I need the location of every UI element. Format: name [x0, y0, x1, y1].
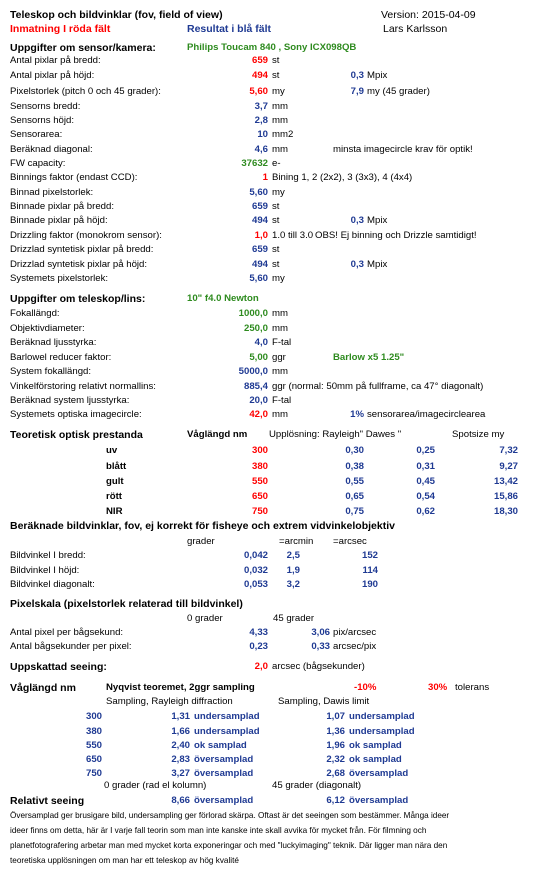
- telescope-row-label: Beräknad system ljusstyrka:: [10, 395, 130, 406]
- pixelscale-row-unit: arcsec/pix: [333, 641, 377, 652]
- fov-row-arcmin: 1,9: [286, 565, 300, 576]
- fov-heading: Beräknade bildvinklar, fov, ej korrekt för fisheye och extrem vidvinkelobjektiv: [10, 520, 395, 532]
- optics-row-rayleigh: 0,30: [345, 445, 364, 456]
- sensor-row-note: OBS! Ej binning och Drizzle samtidigt!: [315, 230, 477, 241]
- nyquist-row-rayleigh-value: 2,83: [171, 754, 190, 765]
- pixelscale-row-45deg: 0,33: [311, 641, 330, 652]
- nyquist-col-wavelength: Våglängd nm: [10, 682, 76, 694]
- sensor-row-value[interactable]: 1: [262, 172, 268, 183]
- telescope-row-value[interactable]: 1000,0: [238, 308, 268, 319]
- sensor-row-unit: st: [272, 259, 280, 270]
- optics-row-spot: 18,30: [493, 506, 518, 517]
- nyquist-sub-dawes: Sampling, Dawis limit: [278, 696, 370, 707]
- sensor-row-label: Binnade pixlar på höjd:: [10, 215, 108, 226]
- sensor-row-extra-value: 0,3: [350, 70, 364, 81]
- author-label: Lars Karlsson: [383, 23, 448, 35]
- optics-row-nm[interactable]: 300: [251, 445, 268, 456]
- sensor-row-label: Pixelstorlek (pitch 0 och 45 grader):: [10, 86, 161, 97]
- sensor-row-value[interactable]: 1,0: [254, 230, 268, 241]
- sensor-row-value[interactable]: 659: [251, 55, 268, 66]
- telescope-row-value: 885,4: [243, 381, 268, 392]
- sensor-row-label: Systemets pixelstorlek:: [10, 273, 109, 284]
- sensor-row-extra-unit: my (45 grader): [367, 86, 430, 97]
- optics-row-spot: 7,32: [499, 445, 518, 456]
- relative-seeing-label: Relativt seeing: [10, 795, 85, 807]
- sensor-row-value: 10: [257, 129, 268, 140]
- sensor-heading: Uppgifter om sensor/kamera:: [10, 42, 156, 54]
- telescope-row-unit: F-tal: [272, 337, 292, 348]
- optics-row-spot: 9,27: [499, 461, 518, 472]
- optics-row-rayleigh: 0,55: [345, 476, 364, 487]
- sensor-row-label: Antal pixlar på höjd:: [10, 70, 95, 81]
- pixelscale-row-45deg: 3,06: [311, 627, 330, 638]
- optics-row-dawes: 0,25: [416, 445, 435, 456]
- pixelscale-col-0: 0 grader: [187, 613, 223, 624]
- seeing-label: Uppskattad seeing:: [10, 661, 107, 673]
- sensor-row-value: 4,6: [254, 144, 268, 155]
- sensor-row-value: 659: [251, 201, 268, 212]
- sensor-row-unit: mm: [272, 144, 288, 155]
- seeing-unit: arcsec (bågsekunder): [272, 661, 365, 672]
- pixelscale-row-0deg: 0,23: [249, 641, 268, 652]
- sensor-row-unit: st: [272, 215, 280, 226]
- telescope-row-label: Vinkelförstoring relativt normallins:: [10, 381, 156, 392]
- fov-row-arcmin: 2,5: [286, 550, 300, 561]
- sensor-row-unit: e-: [272, 158, 281, 169]
- fov-row-arcmin: 3,2: [286, 579, 300, 590]
- nyquist-row-dawes-value: 1,07: [326, 711, 345, 722]
- fov-col-arcmin: =arcmin: [279, 536, 314, 547]
- fov-row-arcsec: 190: [361, 579, 378, 590]
- telescope-row-label: Objektivdiameter:: [10, 323, 85, 334]
- sensor-row-extra-value: 0,3: [350, 215, 364, 226]
- sensor-row-unit: st: [272, 70, 280, 81]
- telescope-row-value: 4,0: [254, 337, 268, 348]
- sensor-row-value: 5,60: [249, 273, 268, 284]
- optics-row-dawes: 0,62: [416, 506, 435, 517]
- telescope-row-value[interactable]: 5,00: [249, 352, 268, 363]
- version-label: Version: 2015-04-09: [381, 9, 476, 21]
- optics-row-name: rött: [106, 491, 122, 502]
- telescope-row-note: Barlow x5 1.25": [333, 352, 405, 363]
- pixelscale-col-45: 45 grader: [273, 613, 315, 624]
- optics-col-spotsize: Spotsize my: [452, 429, 505, 440]
- sensor-row-label: FW capacity:: [10, 158, 66, 169]
- nyquist-row-dawes-value: 1,96: [326, 740, 345, 751]
- pixelscale-row-label: Antal pixel per bågsekund:: [10, 627, 124, 638]
- sensor-row-extra-unit: Mpix: [367, 70, 388, 81]
- footnote-line-3: planetfotografering arbetar man med mycket korta exponeringar och med "luckyimaging" teknik. Där ligger man nära den: [10, 841, 448, 850]
- telescope-row-unit: F-tal: [272, 395, 292, 406]
- telescope-row-unit: mm: [272, 366, 288, 377]
- telescope-row-extra-value: 1%: [350, 409, 364, 420]
- sensor-row-unit: my: [272, 86, 285, 97]
- optics-row-dawes: 0,54: [416, 491, 435, 502]
- nyquist-row-dawes-status: undersamplad: [349, 711, 415, 722]
- pixelscale-row-label: Antal bågsekunder per pixel:: [10, 641, 132, 652]
- sensor-row-label: Sensorarea:: [10, 129, 63, 140]
- sensor-row-value: 659: [251, 244, 268, 255]
- seeing-value[interactable]: 2,0: [254, 661, 268, 672]
- telescope-row-extra-unit: sensorarea/imagecirclearea: [367, 409, 486, 420]
- fov-row-arcsec: 152: [361, 550, 378, 561]
- legend-result: Resultat i blå fält: [187, 23, 272, 35]
- sensor-row-unit: my: [272, 273, 285, 284]
- sheet-title: Teleskop och bildvinklar (fov, field of view): [10, 9, 223, 21]
- sensor-row-label: Binnade pixlar på bredd:: [10, 201, 115, 212]
- pixelscale-row-0deg: 4,33: [249, 627, 268, 638]
- sensor-row-extra-value: 0,3: [350, 259, 364, 270]
- nyquist-row-rayleigh-status: undersamplad: [194, 726, 260, 737]
- telescope-row-unit: mm: [272, 409, 288, 420]
- fov-row-degrees: 0,042: [243, 550, 268, 561]
- nyquist-percent[interactable]: -10%: [354, 682, 377, 693]
- optics-row-nm[interactable]: 380: [251, 461, 268, 472]
- nyquist-row-nm: 300: [85, 711, 102, 722]
- optics-row-dawes: 0,31: [416, 461, 435, 472]
- nyquist-row-rayleigh-value: 2,40: [171, 740, 190, 751]
- optics-row-name: gult: [106, 476, 124, 487]
- fov-col-arcsec: =arcsec: [333, 536, 367, 547]
- optics-row-rayleigh: 0,75: [345, 506, 364, 517]
- nyquist-row-rayleigh-status: översamplad: [194, 768, 254, 779]
- optics-row-name: NIR: [106, 506, 123, 517]
- nyquist-row-dawes-status: översamplad: [349, 768, 409, 779]
- telescope-row-label: Systemets optiska imagecircle:: [10, 409, 142, 420]
- footnote-line-2: ideer finns om detta, här är I varje fall teorin som man inte kanske inte skall avvika för mycket från. För filmning och: [10, 826, 427, 835]
- fov-row-degrees: 0,032: [243, 565, 268, 576]
- fov-row-degrees: 0,053: [243, 579, 268, 590]
- telescope-row-value: 42,0: [249, 409, 268, 420]
- sensor-row-value: 494: [251, 215, 268, 226]
- pixelscale-row-unit: pix/arcsec: [333, 627, 377, 638]
- nyquist-row-nm: 650: [85, 754, 102, 765]
- optics-row-spot: 13,42: [493, 476, 518, 487]
- sensor-row-unit: st: [272, 244, 280, 255]
- optics-row-spot: 15,86: [493, 491, 518, 502]
- pixelscale-heading: Pixelskala (pixelstorlek relaterad till bildvinkel): [10, 598, 243, 610]
- sensor-row-extra-value: 7,9: [350, 86, 364, 97]
- telescope-row-value[interactable]: 250,0: [243, 323, 268, 334]
- telescope-row-unit: mm: [272, 308, 288, 319]
- optics-col-wavelength: Våglängd nm: [187, 429, 248, 440]
- nyquist-row-rayleigh-status: översamplad: [194, 754, 254, 765]
- sensor-row-unit: Bining 1, 2 (2x2), 3 (3x3), 4 (4x4): [272, 172, 413, 183]
- optics-row-rayleigh: 0,38: [345, 461, 364, 472]
- telescope-row-label: Barlowel reducer faktor:: [10, 352, 112, 363]
- fov-row-label: Bildvinkel I bredd:: [10, 550, 86, 561]
- nyquist-foot-right: 45 grader (diagonalt): [272, 780, 362, 791]
- nyquist-row-rayleigh-value: 1,66: [171, 726, 190, 737]
- telescope-row-unit: ggr (normal: 50mm på fullframe, ca 47° diagonalt): [272, 381, 484, 392]
- nyquist-row-dawes-value: 1,36: [326, 726, 345, 737]
- telescope-row-value: 20,0: [249, 395, 268, 406]
- sensor-row-value: 3,7: [254, 101, 268, 112]
- telescope-row-label: Fokallängd:: [10, 308, 60, 319]
- nyquist-sub-rayleigh: Sampling, Rayleigh diffraction: [106, 696, 233, 707]
- nyquist-row-dawes-value: 2,68: [326, 768, 345, 779]
- sensor-row-extra-unit: Mpix: [367, 215, 388, 226]
- nyquist-tolerance-value[interactable]: 30%: [428, 682, 448, 693]
- optics-row-nm[interactable]: 650: [251, 491, 268, 502]
- camera-model[interactable]: Philips Toucam 840 , Sony ICX098QB: [187, 42, 357, 53]
- telescope-heading: Uppgifter om teleskop/lins:: [10, 293, 146, 305]
- nyquist-row-nm: 750: [85, 768, 102, 779]
- sensor-row-unit: my: [272, 187, 285, 198]
- fov-row-label: Bildvinkel diagonalt:: [10, 579, 95, 590]
- nyquist-row-rayleigh-value: 1,31: [171, 711, 190, 722]
- sensor-row-label: Sensorns bredd:: [10, 101, 81, 112]
- fov-row-arcsec: 114: [362, 565, 378, 576]
- nyquist-row-rayleigh-status: undersamplad: [194, 711, 260, 722]
- telescope-row-label: System fokallängd:: [10, 366, 92, 377]
- nyquist-row-dawes-status: ok samplad: [349, 740, 402, 751]
- sensor-row-label: Drizzlad syntetisk pixlar på höjd:: [10, 259, 148, 270]
- nyquist-foot-left: 0 grader (rad el kolumn): [104, 780, 207, 791]
- sensor-row-extra-unit: Mpix: [367, 259, 388, 270]
- relative-seeing-0-value: 8,66: [171, 795, 190, 806]
- sensor-row-value: 37632: [241, 158, 268, 169]
- sensor-row-label: Beräknad diagonal:: [10, 144, 93, 155]
- sensor-row-value[interactable]: 5,60: [249, 86, 268, 97]
- sensor-row-note: minsta imagecircle krav för optik!: [333, 144, 473, 155]
- optics-col-resolution: Upplösning: Rayleigh" Dawes ": [269, 429, 402, 440]
- nyquist-row-rayleigh-status: ok samplad: [194, 740, 247, 751]
- telescope-row-unit: ggr: [272, 352, 286, 363]
- optics-row-dawes: 0,45: [416, 476, 435, 487]
- legend-input: Inmatning I röda fält: [10, 23, 111, 35]
- fov-col-degrees: grader: [187, 536, 215, 547]
- sensor-row-label: Drizzlad syntetisk pixlar på bredd:: [10, 244, 154, 255]
- footnote-line-4: teoretiska upplösningen om man har ett teleskop av hög kvalité: [10, 856, 239, 865]
- nyquist-row-dawes-status: ok samplad: [349, 754, 402, 765]
- optics-heading: Teoretisk optisk prestanda: [10, 429, 143, 441]
- sensor-row-label: Antal pixlar på bredd:: [10, 55, 101, 66]
- sensor-row-unit: st: [272, 55, 280, 66]
- optics-row-name: uv: [106, 445, 118, 456]
- sensor-row-value: 2,8: [254, 115, 268, 126]
- nyquist-row-dawes-status: undersamplad: [349, 726, 415, 737]
- relative-seeing-45-value: 6,12: [326, 795, 345, 806]
- sensor-row-value: 5,60: [249, 187, 268, 198]
- sensor-row-label: Binnings faktor (endast CCD):: [10, 172, 138, 183]
- telescope-model[interactable]: 10" f4.0 Newton: [187, 293, 259, 304]
- sensor-row-value[interactable]: 494: [251, 70, 268, 81]
- sensor-row-label: Sensorns höjd:: [10, 115, 74, 126]
- nyquist-row-dawes-value: 2,32: [326, 754, 345, 765]
- nyquist-row-rayleigh-value: 3,27: [171, 768, 190, 779]
- optics-row-rayleigh: 0,65: [345, 491, 364, 502]
- sensor-row-unit: mm: [272, 101, 288, 112]
- nyquist-title: Nyqvist teoremet, 2ggr sampling: [106, 682, 255, 693]
- nyquist-tolerance-label: tolerans: [455, 682, 490, 693]
- optics-row-name: blått: [106, 461, 127, 472]
- telescope-row-value: 5000,0: [238, 366, 268, 377]
- nyquist-row-nm: 380: [85, 726, 102, 737]
- fov-row-label: Bildvinkel I höjd:: [10, 565, 80, 576]
- sensor-row-unit: mm2: [272, 129, 294, 140]
- telescope-row-unit: mm: [272, 323, 288, 334]
- nyquist-row-nm: 550: [85, 740, 102, 751]
- sensor-row-label: Binnad pixelstorlek:: [10, 187, 94, 198]
- relative-seeing-45-status: översamplad: [349, 795, 409, 806]
- relative-seeing-0-status: översamplad: [194, 795, 254, 806]
- sensor-row-unit: st: [272, 201, 280, 212]
- sensor-row-unit: mm: [272, 115, 288, 126]
- optics-row-nm[interactable]: 550: [251, 476, 268, 487]
- telescope-row-label: Beräknad ljusstyrka:: [10, 337, 97, 348]
- sensor-row-unit: 1.0 till 3.0: [272, 230, 314, 241]
- sensor-row-value: 494: [251, 259, 268, 270]
- optics-row-nm[interactable]: 750: [251, 506, 268, 517]
- footnote-line-1: Översamplad ger brusigare bild, undersampling ger förlorad skärpa. Oftast är det seeingen som bestämmer. Många ideer: [10, 811, 450, 820]
- sensor-row-label: Drizzling faktor (monokrom sensor):: [10, 230, 162, 241]
